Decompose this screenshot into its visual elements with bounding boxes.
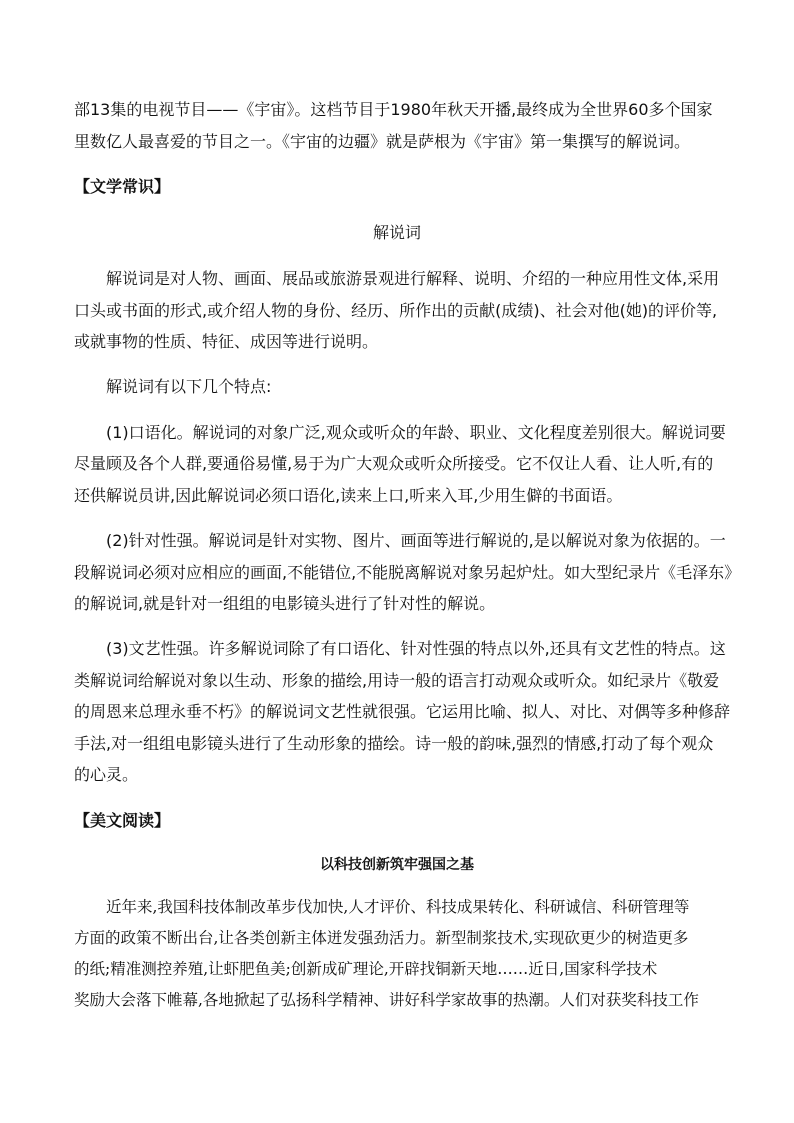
paragraph-line: 口头或书面的形式,或介绍人物的身份、经历、所作出的贡献(成绩)、社会对他(她)的评价等, xyxy=(74,301,718,320)
paragraph-line: 手法,对一组组电影镜头进行了生动形象的描绘。诗一般的韵味,强烈的情感,打动了每个观众 xyxy=(74,734,714,753)
paragraph-line: 的心灵。 xyxy=(74,765,139,784)
paragraph-line: 类解说词给解说对象以生动、形象的描绘,用诗一般的语言打动观众或听众。如纪录片《敬爱 xyxy=(74,671,720,690)
intro-line-1: 部13集的电视节目——《宇宙》。这档节目于1980年秋天开播,最终成为全世界60多个国家 xyxy=(74,100,713,119)
paragraph-line: 段解说词必须对应相应的画面,不能错位,不能脱离解说对象另起炉灶。如大型纪录片《毛泽东》 xyxy=(74,563,741,582)
section-title-narration: 解说词 xyxy=(372,223,421,242)
paragraph-line: 解说词有以下几个特点: xyxy=(106,377,272,396)
paragraph-line: (2)针对性强。解说词是针对实物、图片、画面等进行解说的,是以解说对象为依据的。一 xyxy=(106,531,726,550)
essay-line: 方面的政策不断出台,让各类创新主体迸发强劲活力。新型制浆技术,实现砍更少的树造更多 xyxy=(74,929,689,947)
paragraph-line: (3)文艺性强。许多解说词除了有口语化、针对性强的特点以外,还具有文艺性的特点。这 xyxy=(106,639,726,658)
paragraph-line: 的解说词,就是针对一组组的电影镜头进行了针对性的解说。 xyxy=(74,594,496,613)
paragraph-line: 尽量顾及各个人群,要通俗易懂,易于为广大观众或听众所接受。它不仅让人看、让人听,有的 xyxy=(74,454,714,473)
paragraph-line: 或就事物的性质、特征、成因等进行说明。 xyxy=(74,332,379,351)
essay-line: 奖励大会落下帷幕,各地掀起了弘扬科学精神、讲好科学家故事的热潮。人们对获奖科技工作 xyxy=(74,991,699,1009)
paragraph-line: (1)口语化。解说词的对象广泛,观众或听众的年龄、职业、文化程度差别很大。解说词要 xyxy=(106,423,726,442)
paragraph-line: 的周恩来总理永垂不朽》的解说词文艺性就很强。它运用比喻、拟人、对比、对偶等多种修辞 xyxy=(74,702,731,721)
section-heading-essay-reading: 【美文阅读】 xyxy=(74,811,171,830)
essay-line: 的纸;精准测控养殖,让虾肥鱼美;创新成矿理论,开辟找铜新天地……近日,国家科学技术 xyxy=(74,960,658,978)
paragraph-line: 解说词是对人物、画面、展品或旅游景观进行解释、说明、介绍的一种应用性文体,采用 xyxy=(106,269,720,288)
essay-title: 以科技创新筑牢强国之基 xyxy=(320,857,474,873)
essay-line: 近年来,我国科技体制改革步伐加快,人才评价、科技成果转化、科研诚信、科研管理等 xyxy=(106,898,690,916)
section-heading-literary-knowledge: 【文学常识】 xyxy=(74,177,171,196)
paragraph-line: 还供解说员讲,因此解说词必须口语化,读来上口,听来入耳,少用生僻的书面语。 xyxy=(74,486,623,505)
intro-line-2: 里数亿人最喜爱的节目之一。《宇宙的边疆》就是萨根为《宇宙》第一集撰写的解说词。 xyxy=(74,132,691,151)
